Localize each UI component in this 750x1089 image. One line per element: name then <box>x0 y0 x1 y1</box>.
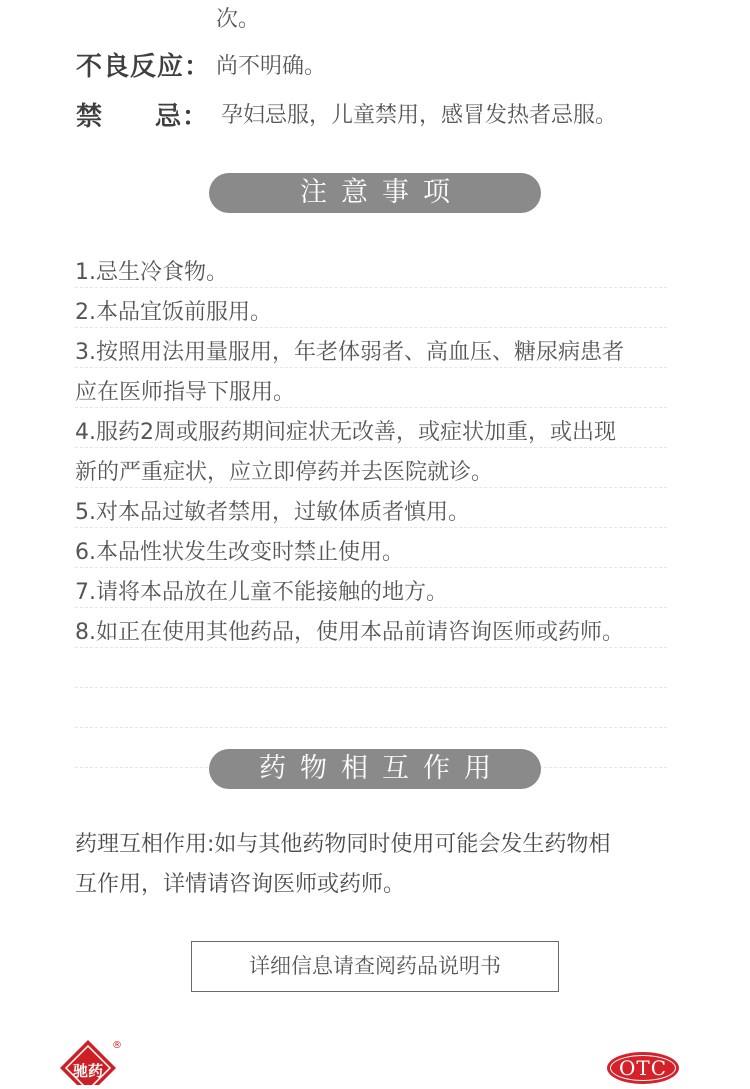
dashed-divider <box>75 567 667 568</box>
adverse-reaction-label: 不良反应： <box>76 52 212 82</box>
adverse-reaction-value: 尚不明确。 <box>216 54 327 79</box>
precaution-line: 应在医师指导下服用。 <box>75 380 296 405</box>
precaution-line: 4.服药2周或服药期间症状无改善，或症状加重，或出现 <box>75 420 616 445</box>
brand-logo-icon <box>58 1038 118 1085</box>
contraindication-value: 孕妇忌服，儿童禁用，感冒发热者忌服。 <box>221 103 618 128</box>
precaution-line: 6.本品性状发生改变时禁止使用。 <box>75 540 404 565</box>
precautions-banner: 注意事项 <box>209 173 541 213</box>
svg-text:驰药: 驰药 <box>72 1062 104 1080</box>
precaution-line: 7.请将本品放在儿童不能接触的地方。 <box>75 580 448 605</box>
interactions-text-line: 药理互相作用:如与其他药物同时使用可能会发生药物相 <box>75 832 611 857</box>
dashed-divider <box>75 287 667 288</box>
dashed-divider <box>75 327 667 328</box>
dashed-divider <box>75 727 667 728</box>
contraindication-label-first: 禁 <box>76 102 104 132</box>
precaution-line: 2.本品宜饭前服用。 <box>75 300 272 325</box>
dashed-divider <box>75 527 667 528</box>
precaution-line: 8.如正在使用其他药品，使用本品前请咨询医师或药师。 <box>75 620 624 645</box>
interactions-text-line: 互作用，详情请咨询医师或药师。 <box>75 872 406 897</box>
brand-logo <box>58 1038 122 1085</box>
dashed-divider <box>75 647 667 648</box>
see-package-insert-box: 详细信息请查阅药品说明书 <box>191 941 559 992</box>
registered-mark: ® <box>112 1040 122 1051</box>
dashed-divider <box>75 687 667 688</box>
interactions-banner: 药物相互作用 <box>209 749 541 789</box>
dashed-divider <box>75 367 667 368</box>
dashed-divider <box>75 407 667 408</box>
dashed-divider <box>75 607 667 608</box>
precaution-line: 5.对本品过敏者禁用，过敏体质者慎用。 <box>75 500 470 525</box>
contraindication-label-second: 忌： <box>155 102 210 132</box>
precaution-line: 3.按照用法用量服用，年老体弱者、高血压、糖尿病患者 <box>75 340 624 365</box>
dashed-divider <box>75 447 667 448</box>
dashed-divider <box>75 487 667 488</box>
precaution-line: 1.忌生冷食物。 <box>75 260 228 285</box>
precaution-line: 新的严重症状，应立即停药并去医院就诊。 <box>75 460 494 485</box>
otc-badge: OTC <box>607 1052 679 1084</box>
dosage-tail-text: 次。 <box>216 7 261 32</box>
